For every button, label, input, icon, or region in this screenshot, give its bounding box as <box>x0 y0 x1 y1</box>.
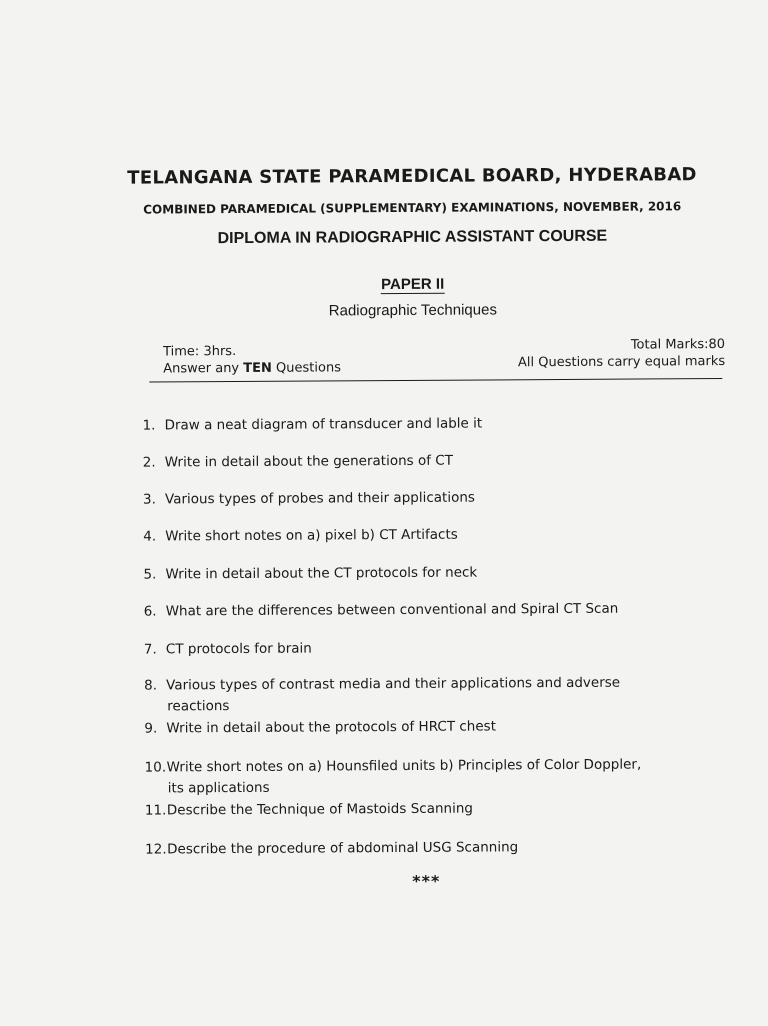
question-number: 7. <box>143 641 157 658</box>
question-item <box>143 560 723 586</box>
question-text: Various types of probes and their applications <box>164 489 475 508</box>
question-number: 2. <box>142 454 156 471</box>
answer-instruction <box>163 360 341 376</box>
course-title: DIPLOMA IN RADIOGRAPHIC ASSISTANT COURSE <box>217 227 608 248</box>
board-title: TELANGANA STATE PARAMEDICAL BOARD, HYDERABAD <box>127 164 697 189</box>
question-number: 4. <box>143 528 157 545</box>
question-text: Draw a neat diagram of transducer and lable it <box>164 415 483 434</box>
answer-count: TEN <box>243 360 272 376</box>
total-marks: Total Marks:80 <box>630 337 726 353</box>
question-text-continued: its applications <box>167 779 270 797</box>
question-number: 1. <box>142 417 156 434</box>
question-number: 6. <box>143 603 157 620</box>
question-item <box>145 753 725 799</box>
question-item <box>143 448 723 474</box>
question-number: 3. <box>142 491 156 508</box>
answer-suffix: Questions <box>275 360 342 376</box>
question-number: 9. <box>144 720 158 737</box>
end-mark: *** <box>412 871 441 891</box>
exam-subtitle: COMBINED PARAMEDICAL (SUPPLEMENTARY) EXAMINATIONS, NOVEMBER, 2016 <box>143 199 682 217</box>
question-text: Write short notes on a) Hounsfiled units b) Principles of Color Doppler, <box>166 756 642 776</box>
question-number: 12. <box>145 841 167 858</box>
question-item <box>145 796 725 822</box>
question-text-continued: reactions <box>167 698 230 715</box>
question-text: Write short notes on a) pixel b) CT Artifacts <box>165 526 458 545</box>
question-item <box>143 522 723 548</box>
question-text: Write in detail about the CT protocols for neck <box>165 564 478 583</box>
equal-marks-note: All Questions carry equal marks <box>517 354 726 371</box>
question-item <box>143 485 723 511</box>
question-number: 10. <box>144 759 167 776</box>
question-item <box>144 714 724 740</box>
question-text: Write in detail about the generations of CT <box>164 452 453 471</box>
question-item <box>145 835 725 861</box>
question-text: CT protocols for brain <box>165 640 312 658</box>
paper-number <box>0 274 767 296</box>
exam-time: Time: 3hrs. <box>163 343 237 360</box>
question-number: 5. <box>143 566 157 583</box>
header-divider <box>149 378 722 383</box>
question-item <box>144 597 724 623</box>
answer-prefix: Answer any <box>163 360 240 377</box>
question-item <box>142 411 722 437</box>
question-number: 11. <box>144 802 167 819</box>
question-text: Describe the Technique of Mastoids Scanning <box>166 800 473 819</box>
paper-number-text: PAPER II <box>381 275 445 294</box>
question-text: Describe the procedure of abdominal USG Scanning <box>167 839 519 858</box>
paper-subject: Radiographic Techniques <box>328 301 497 320</box>
question-item <box>144 635 724 661</box>
question-text: What are the differences between conventional and Spiral CT Scan <box>165 600 619 620</box>
question-text: Various types of contrast media and their applications and adverse <box>166 674 621 694</box>
question-text: Write in detail about the protocols of HRCT chest <box>166 718 497 737</box>
question-item <box>144 671 724 717</box>
question-number: 8. <box>144 677 158 694</box>
